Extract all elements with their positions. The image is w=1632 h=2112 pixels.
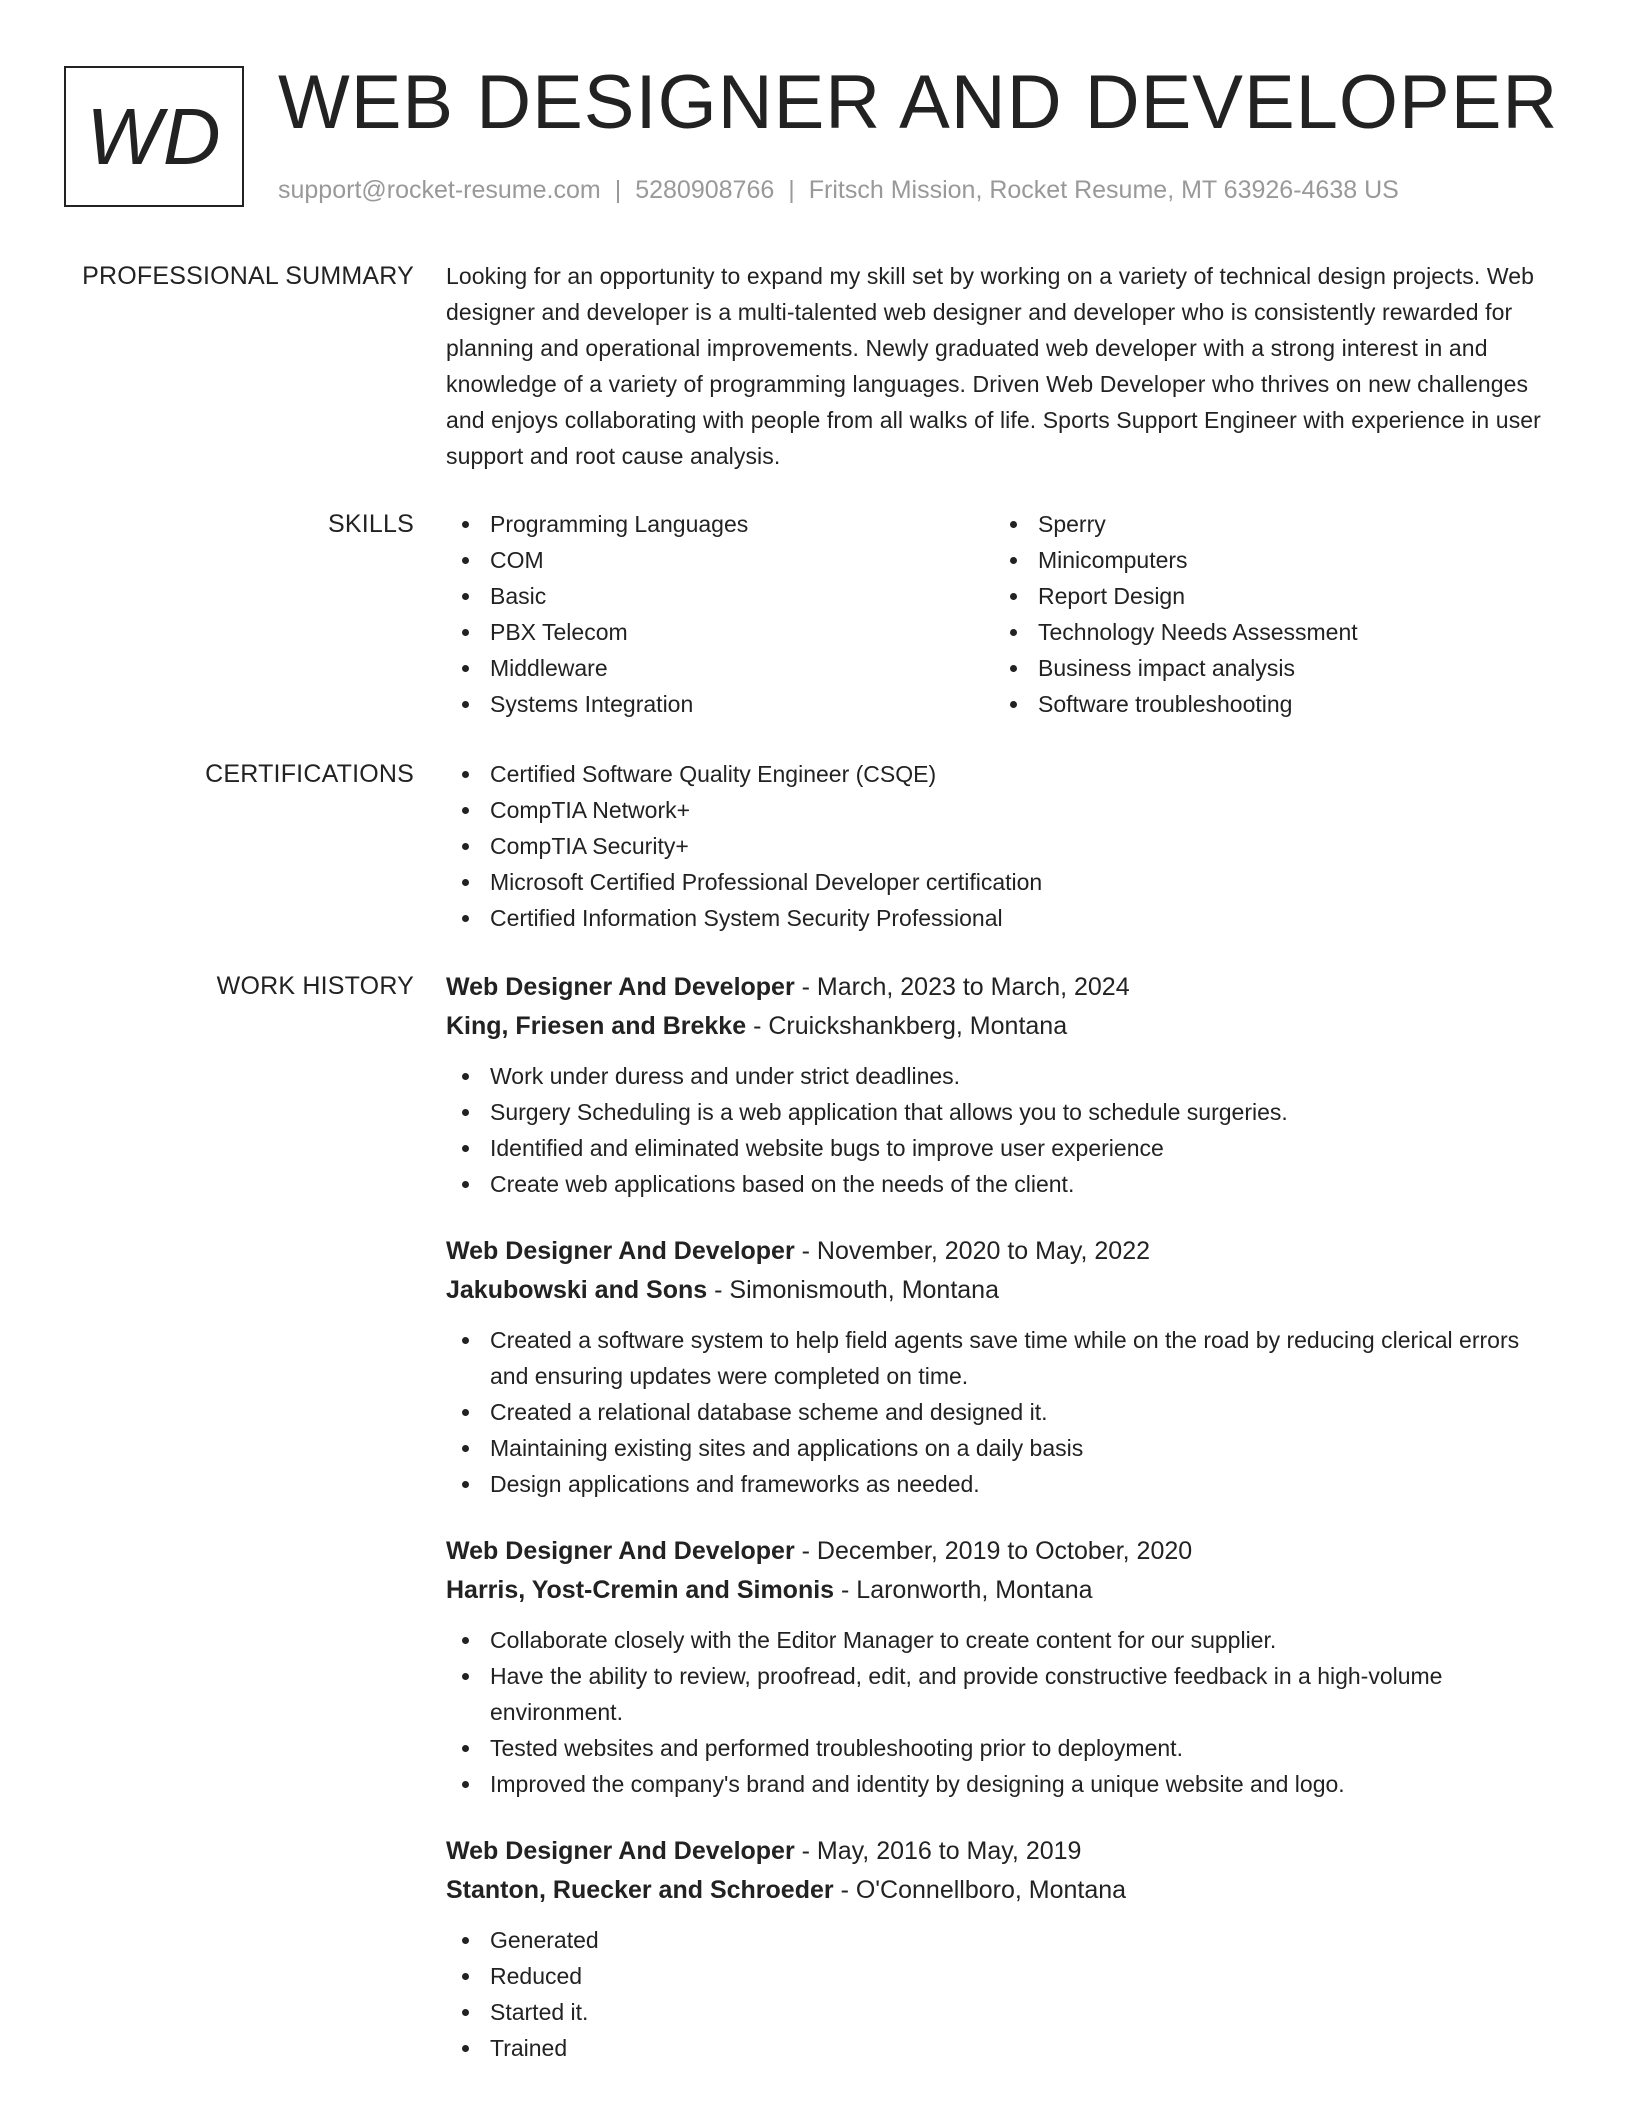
job-location: - Laronworth, Montana: [841, 1576, 1093, 1604]
job-company: Stanton, Ruecker and Schroeder: [446, 1876, 834, 1904]
skills-body: [446, 506, 1561, 722]
job-location: - Simonismouth, Montana: [714, 1276, 999, 1304]
job-title-line: [446, 1232, 1561, 1271]
job-company-line: [446, 1007, 1561, 1046]
skills-list-1: [446, 506, 994, 722]
list-item: Surgery Scheduling is a web application that allows you to schedule surgeries.: [446, 1094, 1561, 1130]
list-item: Trained: [446, 2030, 1561, 2066]
job-title-line: [446, 1832, 1561, 1871]
skills-column-2: [994, 506, 1542, 722]
list-item: CompTIA Security+: [446, 828, 1561, 864]
job-entry: [446, 1832, 1561, 2066]
list-item: Systems Integration: [446, 686, 994, 722]
list-item: Report Design: [994, 578, 1542, 614]
list-item: Design applications and frameworks as needed.: [446, 1466, 1561, 1502]
list-item: Certified Information System Security Professional: [446, 900, 1561, 936]
contact-address: Fritsch Mission, Rocket Resume, MT 63926-4638 US: [808, 176, 1399, 204]
job-title: Web Designer And Developer: [446, 1237, 795, 1265]
job-company: Jakubowski and Sons: [446, 1276, 708, 1304]
contact-phone: 5280908766: [635, 176, 775, 204]
job-title-line: [446, 968, 1561, 1007]
job-bullets: [446, 1322, 1561, 1502]
job-dates: - December, 2019 to October, 2020: [801, 1537, 1193, 1565]
list-item: Generated: [446, 1922, 1561, 1958]
job-dates: - May, 2016 to May, 2019: [801, 1837, 1082, 1865]
list-item: Programming Languages: [446, 506, 994, 542]
monogram-logo: WD: [64, 66, 244, 207]
list-item: Collaborate closely with the Editor Manager to create content for our supplier.: [446, 1622, 1561, 1658]
certifications-list: [446, 756, 1561, 936]
list-item: Create web applications based on the needs of the client.: [446, 1166, 1561, 1202]
section-label-work-history: WORK HISTORY: [216, 972, 414, 1000]
job-entry: [446, 968, 1561, 1202]
job-dates: - March, 2023 to March, 2024: [801, 973, 1130, 1001]
list-item: Work under duress and under strict deadlines.: [446, 1058, 1561, 1094]
list-item: Identified and eliminated website bugs to improve user experience: [446, 1130, 1561, 1166]
list-item: Tested websites and performed troubleshooting prior to deployment.: [446, 1730, 1561, 1766]
skills-column-1: [446, 506, 994, 722]
list-item: Created a relational database scheme and designed it.: [446, 1394, 1561, 1430]
contact-line: [278, 172, 1399, 208]
list-item: Reduced: [446, 1958, 1561, 1994]
contact-separator: |: [614, 176, 622, 204]
list-item: Maintaining existing sites and applications on a daily basis: [446, 1430, 1561, 1466]
work-history-body: [446, 968, 1561, 2096]
list-item: PBX Telecom: [446, 614, 994, 650]
list-item: Improved the company's brand and identity by designing a unique website and logo.: [446, 1766, 1561, 1802]
list-item: Sperry: [994, 506, 1542, 542]
section-label-skills: SKILLS: [328, 510, 414, 538]
job-entry: [446, 1232, 1561, 1502]
list-item: Technology Needs Assessment: [994, 614, 1542, 650]
list-item: COM: [446, 542, 994, 578]
job-title: Web Designer And Developer: [446, 973, 795, 1001]
job-entry: [446, 1532, 1561, 1802]
list-item: Minicomputers: [994, 542, 1542, 578]
job-title: Web Designer And Developer: [446, 1537, 795, 1565]
job-bullets: [446, 1058, 1561, 1202]
job-title: Web Designer And Developer: [446, 1837, 795, 1865]
job-company: Harris, Yost-Cremin and Simonis: [446, 1576, 835, 1604]
list-item: Basic: [446, 578, 994, 614]
summary-body: [446, 258, 1561, 474]
list-item: Started it.: [446, 1994, 1561, 2030]
job-company-line: [446, 1271, 1561, 1310]
list-item: Software troubleshooting: [994, 686, 1542, 722]
list-item: Business impact analysis: [994, 650, 1542, 686]
list-item: Have the ability to review, proofread, edit, and provide constructive feedback in a high-volume environment.: [446, 1658, 1561, 1730]
page-title: WEB DESIGNER AND DEVELOPER: [278, 60, 1559, 145]
contact-email: support@rocket-resume.com: [278, 176, 601, 204]
job-title-line: [446, 1532, 1561, 1571]
list-item: Microsoft Certified Professional Developer certification: [446, 864, 1561, 900]
job-company-line: [446, 1571, 1561, 1610]
job-company-line: [446, 1871, 1561, 1910]
summary-text: Looking for an opportunity to expand my skill set by working on a variety of technical design projects. Web designer and developer is a multi-talented web designer and developer who is consistently rewarded for planning and operational improvements. Newly graduated web developer with a strong interest in and knowledge of a variety of programming languages. Driven Web Developer who thrives on new challenges and enjoys collaborating with people from all walks of life. Sports Support Engineer with experience in user support and root cause analysis.: [446, 263, 1541, 469]
job-location: - Cruickshankberg, Montana: [753, 1012, 1068, 1040]
contact-separator: |: [788, 176, 795, 204]
skills-list-2: [994, 506, 1542, 722]
job-bullets: [446, 1922, 1561, 2066]
list-item: Middleware: [446, 650, 994, 686]
list-item: Created a software system to help field agents save time while on the road by reducing clerical errors and ensuring updates were completed on time.: [446, 1322, 1561, 1394]
section-label-summary: PROFESSIONAL SUMMARY: [82, 262, 414, 290]
job-dates: - November, 2020 to May, 2022: [801, 1237, 1150, 1265]
job-company: King, Friesen and Brekke: [446, 1012, 747, 1040]
list-item: CompTIA Network+: [446, 792, 1561, 828]
list-item: Certified Software Quality Engineer (CSQE): [446, 756, 1561, 792]
section-label-certifications: CERTIFICATIONS: [205, 760, 414, 788]
job-bullets: [446, 1622, 1561, 1802]
job-location: - O'Connellboro, Montana: [840, 1876, 1127, 1904]
certifications-body: [446, 756, 1561, 936]
